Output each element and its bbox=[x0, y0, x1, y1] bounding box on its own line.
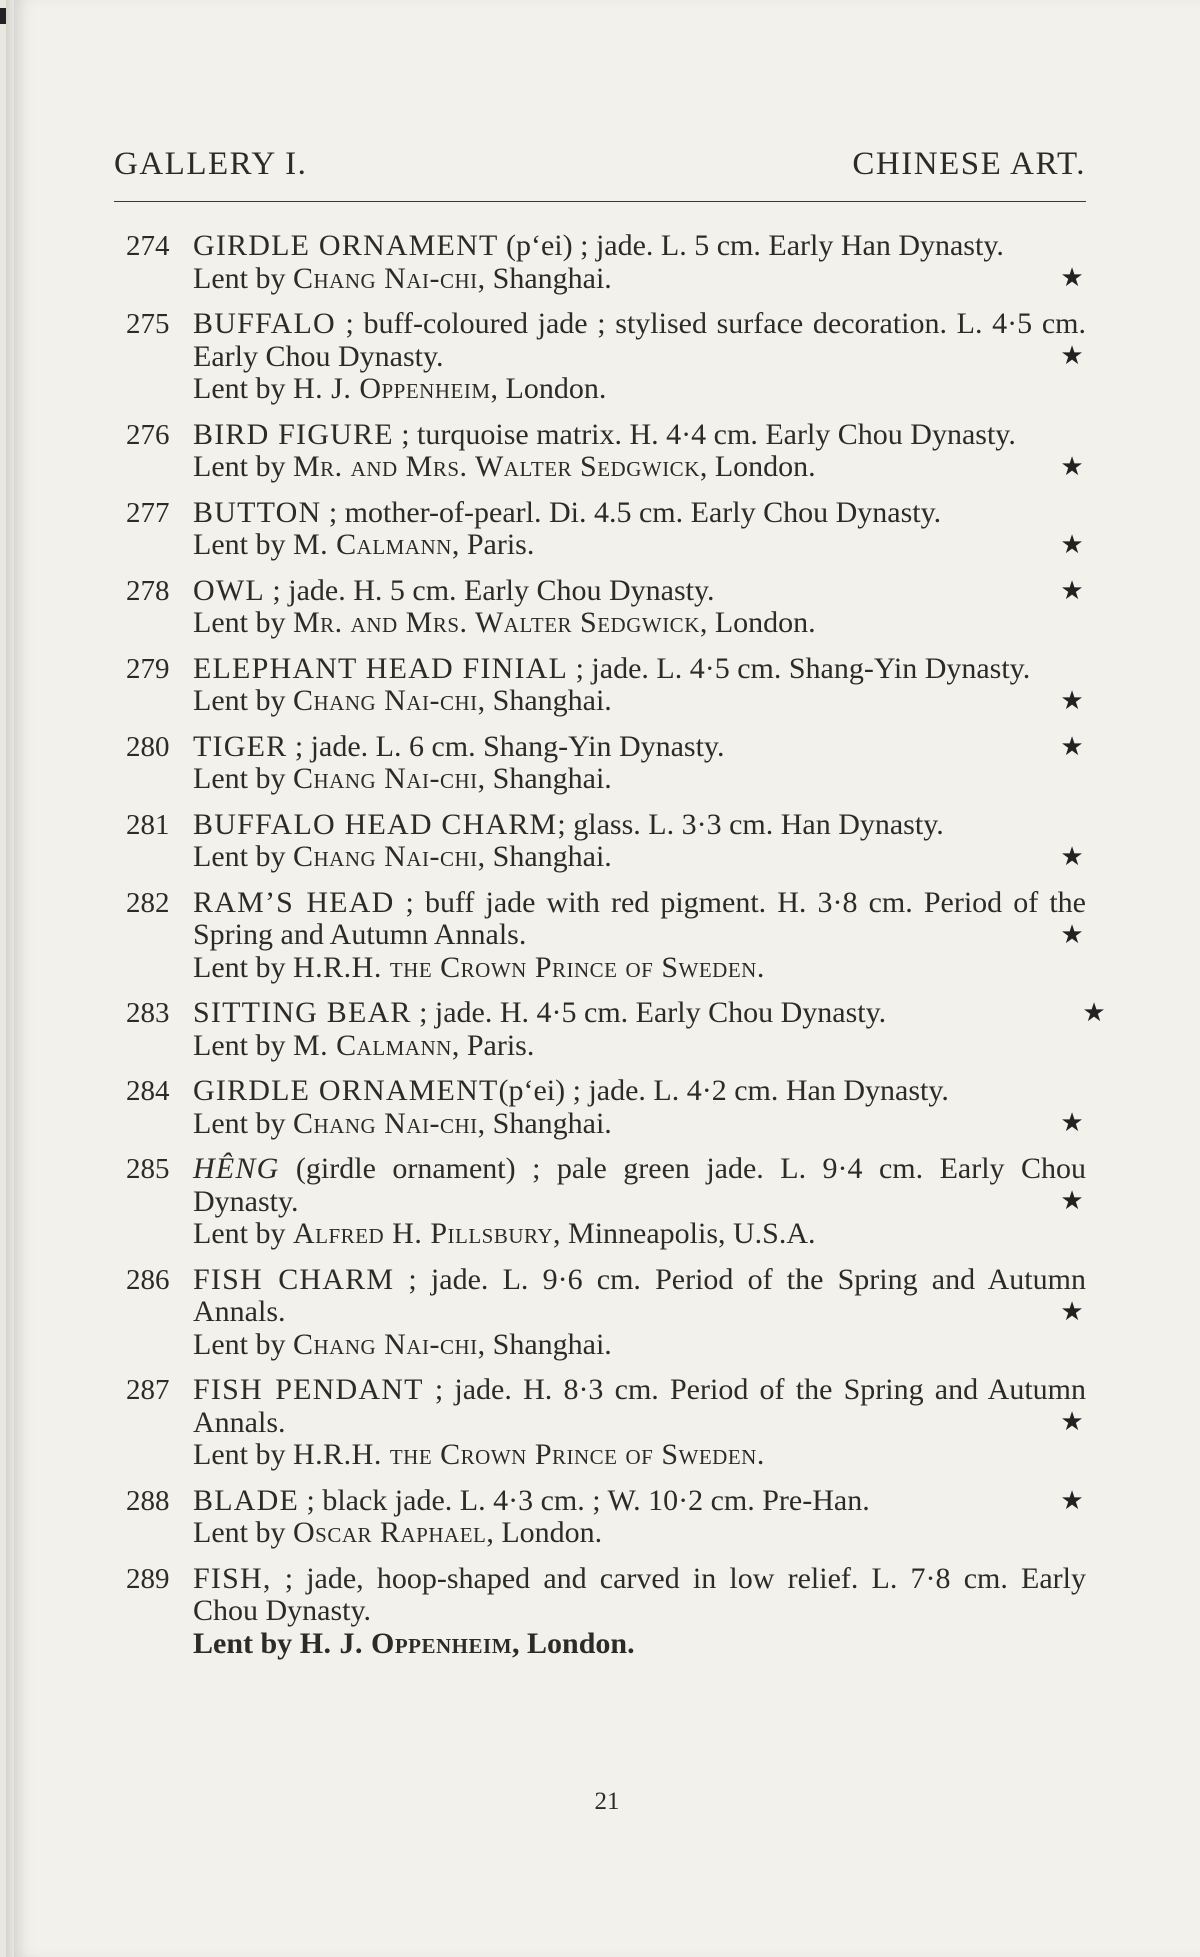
lender-name: Chang Nai-chi bbox=[292, 1106, 478, 1140]
entry-title: BLADE bbox=[193, 1483, 299, 1517]
lent-prefix: Lent by bbox=[193, 840, 293, 873]
star-icon: ★ bbox=[1060, 731, 1084, 761]
page-number: 21 bbox=[594, 1788, 620, 1815]
entry-285 bbox=[114, 1153, 1086, 1251]
lender-name: Mr. and Mrs. Walter Sedgwick bbox=[292, 606, 700, 639]
entry-details: (girdle ornament) ; pale green jade. L. 9·4 cm. Early Chou Dynasty. bbox=[193, 1152, 1086, 1218]
lent-prefix: Lent by bbox=[193, 606, 293, 639]
entry-289 bbox=[114, 1563, 1086, 1661]
lender-name: H. J. Oppenheim bbox=[292, 372, 491, 405]
entry-description bbox=[193, 1075, 1086, 1108]
entry-lender-line bbox=[193, 607, 1086, 640]
lender-name: Alfred H. Pillsbury bbox=[292, 1217, 554, 1250]
entry-details: ; jade. L. 6 cm. Shang-Yin Dynasty. bbox=[287, 729, 725, 763]
lender-name: Oscar Raphael bbox=[292, 1516, 487, 1549]
lent-prefix: Lent by bbox=[193, 261, 293, 295]
header-rule bbox=[114, 201, 1086, 202]
lender-name: Chang Nai-chi bbox=[292, 762, 478, 795]
entry-278 bbox=[114, 575, 1086, 640]
entry-description bbox=[193, 308, 1086, 373]
entry-details: ; mother-of-pearl. Di. 4.5 cm. Early Chou Dynasty. bbox=[321, 495, 942, 529]
entry-287 bbox=[114, 1374, 1086, 1472]
entry-title: BUTTON bbox=[193, 495, 322, 529]
entry-title: OWL bbox=[193, 573, 265, 607]
lender-name: M. Calmann bbox=[292, 528, 452, 561]
entry-description bbox=[193, 1374, 1086, 1439]
entry-list bbox=[114, 229, 1106, 1673]
lent-prefix: Lent by bbox=[193, 1516, 293, 1549]
entry-title: RAM’S HEAD bbox=[193, 885, 395, 919]
entry-number: 276 bbox=[126, 418, 170, 451]
entry-details: ; glass. L. 3·3 cm. Han Dynasty. bbox=[557, 807, 944, 841]
entry-lender-line bbox=[193, 451, 1086, 484]
lent-suffix: , London. bbox=[512, 1626, 635, 1660]
entry-282 bbox=[114, 887, 1086, 985]
star-icon: ★ bbox=[1060, 685, 1084, 715]
lent-prefix: Lent by bbox=[193, 1217, 293, 1250]
entry-number: 278 bbox=[126, 574, 170, 607]
entry-description bbox=[193, 809, 1086, 842]
entry-number: 279 bbox=[126, 652, 170, 685]
entry-number: 280 bbox=[126, 730, 170, 763]
entry-lender-line bbox=[193, 1108, 1086, 1141]
lent-suffix: , Shanghai. bbox=[477, 762, 612, 795]
entry-lender-line bbox=[193, 952, 1086, 985]
entry-description bbox=[193, 1153, 1086, 1218]
lent-suffix: , Shanghai. bbox=[477, 1106, 612, 1140]
lender-name: M. Calmann bbox=[292, 1028, 452, 1062]
entry-details: ; turquoise matrix. H. 4·4 cm. Early Chou Dynasty. bbox=[393, 417, 1016, 451]
entry-title: FISH, bbox=[193, 1561, 272, 1595]
star-icon: ★ bbox=[1060, 1186, 1084, 1215]
entry-lender-line bbox=[193, 1517, 1086, 1550]
lender-name: Chang Nai-chi bbox=[292, 840, 478, 873]
entry-details: (p‘ei) ; jade. L. 5 cm. Early Han Dynasty. bbox=[498, 229, 1004, 262]
lent-prefix: Lent by bbox=[193, 1438, 293, 1471]
entry-lender-line bbox=[193, 1329, 1086, 1362]
star-icon: ★ bbox=[1082, 998, 1106, 1027]
entry-title: TIGER bbox=[193, 729, 288, 763]
entry-275 bbox=[114, 308, 1086, 406]
entry-description bbox=[193, 997, 1086, 1030]
entry-title: GIRDLE ORNAMENT bbox=[193, 1074, 499, 1107]
entry-description bbox=[193, 653, 1086, 686]
entry-details: (p‘ei) ; jade. L. 4·2 cm. Han Dynasty. bbox=[498, 1074, 949, 1107]
lent-prefix: Lent by bbox=[193, 1028, 293, 1062]
entry-lender-line bbox=[193, 685, 1086, 718]
header-gallery: GALLERY I. bbox=[114, 146, 308, 182]
lender-name: Mr. and Mrs. Walter Sedgwick bbox=[292, 450, 700, 483]
entry-288 bbox=[114, 1485, 1086, 1550]
star-icon: ★ bbox=[1060, 529, 1084, 559]
entry-number: 288 bbox=[126, 1484, 170, 1517]
entry-number: 287 bbox=[126, 1374, 170, 1406]
entry-number: 283 bbox=[126, 997, 170, 1029]
lender-name: Chang Nai-chi bbox=[292, 1327, 478, 1361]
star-icon: ★ bbox=[1060, 1296, 1084, 1326]
entry-details: ; jade. L. 9·6 cm. Period of the Spring and Autumn Annals. bbox=[193, 1262, 1086, 1328]
entry-details: ; jade. L. 4·5 cm. Shang-Yin Dynasty. bbox=[568, 651, 1031, 685]
entry-280 bbox=[114, 731, 1086, 796]
entry-274 bbox=[114, 230, 1086, 295]
star-icon: ★ bbox=[1060, 575, 1084, 605]
entry-lender-line bbox=[193, 529, 1086, 562]
star-icon: ★ bbox=[1060, 1485, 1084, 1515]
lent-prefix: Lent by bbox=[193, 528, 293, 561]
entry-description bbox=[193, 1563, 1086, 1628]
entry-number: 274 bbox=[126, 230, 170, 262]
star-icon: ★ bbox=[1060, 1407, 1084, 1436]
entry-details: ; jade, hoop-shaped and carved in low relief. L. 7·8 cm. Early Chou Dynasty. bbox=[193, 1561, 1086, 1627]
entry-number: 275 bbox=[126, 308, 170, 340]
lent-suffix: , Paris. bbox=[451, 528, 535, 561]
entry-details: ; buff-coloured jade ; stylised surface decoration. L. 4·5 cm. Early Chou Dynasty. bbox=[193, 307, 1086, 373]
lender-name: Chang Nai-chi bbox=[292, 684, 478, 717]
entry-title: GIRDLE ORNAMENT bbox=[193, 229, 499, 262]
entry-281 bbox=[114, 809, 1086, 874]
star-icon: ★ bbox=[1060, 451, 1084, 481]
entry-title: BIRD FIGURE bbox=[193, 417, 394, 451]
entry-title: BUFFALO bbox=[193, 307, 336, 340]
entry-details: ; buff jade with red pigment. H. 3·8 cm. Period of the Spring and Autumn Annals. bbox=[193, 885, 1086, 951]
entry-lender-line bbox=[193, 263, 1086, 296]
lent-prefix: Lent by bbox=[193, 684, 293, 717]
entry-lender-line bbox=[193, 1439, 1086, 1472]
lent-suffix: , London. bbox=[486, 1516, 603, 1549]
lent-prefix: Lent by bbox=[193, 762, 293, 795]
entry-lender-line bbox=[193, 763, 1086, 796]
entry-number: 277 bbox=[126, 496, 170, 529]
entry-279 bbox=[114, 653, 1086, 718]
star-icon: ★ bbox=[1060, 263, 1084, 292]
entry-276 bbox=[114, 419, 1086, 484]
entry-description bbox=[193, 419, 1086, 452]
entry-number: 281 bbox=[126, 808, 170, 841]
entry-title: FISH CHARM bbox=[193, 1262, 395, 1296]
entry-title: HÊNG bbox=[193, 1152, 280, 1185]
running-header bbox=[114, 146, 1086, 183]
lent-prefix: Lent by bbox=[193, 1626, 300, 1660]
entry-number: 289 bbox=[126, 1562, 170, 1595]
entry-284 bbox=[114, 1075, 1086, 1140]
header-section: CHINESE ART. bbox=[852, 146, 1086, 182]
entry-number: 282 bbox=[126, 886, 170, 919]
entry-details: ; jade. H. 8·3 cm. Period of the Spring and Autumn Annals. bbox=[193, 1373, 1087, 1439]
lent-prefix: Lent by bbox=[193, 450, 293, 483]
entry-description bbox=[193, 1485, 1086, 1518]
catalogue-page bbox=[14, 0, 1200, 1957]
lent-prefix: Lent by bbox=[193, 372, 293, 405]
entry-description bbox=[193, 731, 1086, 764]
entry-description bbox=[193, 575, 1086, 608]
entry-details: ; jade. H. 4·5 cm. Early Chou Dynasty. bbox=[411, 996, 887, 1029]
entry-description bbox=[193, 230, 1086, 263]
entry-lender-line bbox=[193, 1628, 1086, 1661]
lent-suffix: , Shanghai. bbox=[477, 684, 612, 717]
lender-name: Chang Nai-chi bbox=[292, 261, 478, 295]
lent-suffix: , Shanghai. bbox=[477, 840, 612, 873]
entry-286 bbox=[114, 1264, 1086, 1362]
entry-lender-line bbox=[193, 373, 1086, 406]
entry-description bbox=[193, 1264, 1086, 1329]
entry-number: 284 bbox=[126, 1075, 170, 1107]
entry-title: FISH PENDANT bbox=[193, 1373, 424, 1406]
entry-lender-line bbox=[193, 841, 1086, 874]
lent-prefix: Lent by bbox=[193, 1327, 293, 1361]
entry-title: BUFFALO HEAD CHARM bbox=[193, 807, 558, 841]
lent-prefix: Lent by bbox=[193, 950, 293, 984]
lent-suffix: , Paris. bbox=[451, 1028, 535, 1062]
lent-suffix: , Minneapolis, U.S.A. bbox=[553, 1217, 816, 1250]
entry-lender-line bbox=[193, 1218, 1086, 1251]
lent-suffix: . bbox=[756, 1438, 765, 1471]
star-icon: ★ bbox=[1060, 919, 1084, 949]
entry-title: ELEPHANT HEAD FINIAL bbox=[193, 651, 569, 685]
entry-details: ; black jade. L. 4·3 cm. ; W. 10·2 cm. Pre-Han. bbox=[299, 1483, 870, 1517]
entry-number: 286 bbox=[126, 1263, 170, 1296]
lender-name: H.R.H. the Crown Prince of Sweden bbox=[292, 950, 757, 984]
lent-suffix: , London. bbox=[699, 606, 816, 639]
star-icon: ★ bbox=[1060, 1108, 1084, 1137]
entry-description bbox=[193, 497, 1086, 530]
lent-suffix: , London. bbox=[490, 372, 607, 405]
lent-suffix: , Shanghai. bbox=[477, 1327, 612, 1361]
entry-title: SITTING BEAR bbox=[193, 996, 412, 1029]
entry-description bbox=[193, 887, 1086, 952]
lent-prefix: Lent by bbox=[193, 1106, 293, 1140]
entry-277 bbox=[114, 497, 1086, 562]
star-icon: ★ bbox=[1060, 341, 1084, 370]
entry-details: ; jade. H. 5 cm. Early Chou Dynasty. bbox=[264, 573, 715, 607]
lent-suffix: , Shanghai. bbox=[477, 261, 612, 295]
lender-name: H.R.H. the Crown Prince of Sweden bbox=[292, 1438, 757, 1471]
entry-283 bbox=[114, 996, 1106, 1062]
lent-suffix: , London. bbox=[699, 450, 816, 483]
entry-lender-line bbox=[193, 1030, 1086, 1063]
entry-number: 285 bbox=[126, 1153, 170, 1185]
lent-suffix: . bbox=[756, 950, 765, 984]
lender-name: H. J. Oppenheim bbox=[299, 1626, 513, 1660]
star-icon: ★ bbox=[1060, 841, 1084, 871]
